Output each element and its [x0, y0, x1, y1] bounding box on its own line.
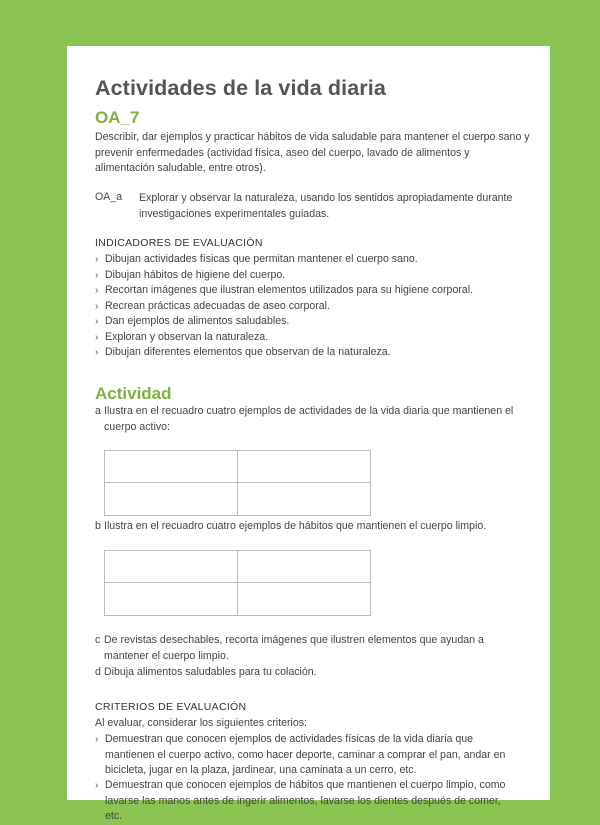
- list-item: [95, 778, 515, 825]
- list-item: › Dan ejemplos de alimentos saludables.: [95, 314, 473, 330]
- chevron-right-icon: ›: [95, 780, 99, 791]
- chevron-right-icon: ›: [95, 269, 99, 281]
- criteria-intro: Al evaluar, considerar los siguientes criterios:: [95, 717, 307, 729]
- drawing-cell[interactable]: [105, 551, 238, 583]
- list-item: › Dibujan diferentes elementos que observan de la naturaleza.: [95, 345, 473, 361]
- activity-item-b: [95, 519, 515, 535]
- criteria-text: Demuestran que conocen ejemplos de actividades físicas de la vida diaria que mantienen el cuerpo activo, como hacer deporte, caminar a comprar el pan, andar en bicicleta, jugar en la plaza, jardinear, una caminata a un cerro, etc.: [105, 733, 506, 776]
- drawing-cell[interactable]: [238, 451, 371, 483]
- chevron-right-icon: ›: [95, 300, 99, 312]
- item-letter: c: [95, 634, 101, 646]
- item-letter: a: [95, 405, 101, 417]
- page-title: Actividades de la vida diaria: [95, 76, 386, 100]
- activity-item-d: [95, 665, 515, 681]
- drawing-cell[interactable]: [105, 583, 238, 615]
- oa-code: OA_7: [95, 108, 140, 127]
- drawing-box-b[interactable]: [104, 550, 371, 616]
- item-text: De revistas desechables, recorta imágenes que ilustren elementos que ayudan a mantener el cuerpo limpio.: [104, 634, 484, 662]
- oa-sub-text: Explorar y observar la naturaleza, usando los sentidos apropiadamente durante investigaciones experimentales guiadas.: [139, 192, 513, 220]
- list-item: › Recrean prácticas adecuadas de aseo corporal.: [95, 299, 473, 315]
- criteria-heading: CRITERIOS DE EVALUACIÓN: [95, 701, 247, 713]
- chevron-right-icon: ›: [95, 316, 99, 327]
- item-text: Ilustra en el recuadro cuatro ejemplos de actividades de la vida diaria que mantienen el cuerpo activo:: [104, 405, 514, 433]
- item-text: Dibuja alimentos saludables para tu colación.: [104, 666, 317, 678]
- criteria-text: Demuestran que conocen ejemplos de hábitos que mantienen el cuerpo limpio, como lavarse las manos antes de ingerir alimentos, lavarse los dientes después de comer, etc.: [105, 779, 506, 822]
- chevron-right-icon: ›: [95, 254, 99, 265]
- drawing-cell[interactable]: [238, 551, 371, 583]
- list-item: › Recortan imágenes que ilustran elementos utilizados para su higiene corporal.: [95, 283, 473, 299]
- drawing-box-a[interactable]: [104, 450, 371, 516]
- item-letter: d: [95, 666, 101, 678]
- item-text: Ilustra en el recuadro cuatro ejemplos de hábitos que mantienen el cuerpo limpio.: [104, 520, 487, 532]
- chevron-right-icon: ›: [95, 347, 99, 358]
- worksheet-page: [67, 46, 550, 822]
- drawing-cell[interactable]: [238, 483, 371, 515]
- list-item: › Dibujan hábitos de higiene del cuerpo.: [95, 268, 473, 284]
- list-item: › Exploran y observan la naturaleza.: [95, 330, 473, 346]
- oa-description: Describir, dar ejemplos y practicar hábitos de vida saludable para mantener el cuerpo sano y prevenir enfermedades (actividad física, aseo del cuerpo, lavado de alimentos y alimentación saludable, entre otros).: [95, 131, 530, 174]
- drawing-cell[interactable]: [105, 451, 238, 483]
- list-item: [95, 732, 515, 779]
- drawing-cell[interactable]: [238, 583, 371, 615]
- indicators-heading: INDICADORES DE EVALUACIÓN: [95, 237, 263, 249]
- activity-item-a: [95, 404, 515, 435]
- chevron-right-icon: ›: [95, 285, 99, 296]
- activity-heading: Actividad: [95, 384, 172, 403]
- oa-sub-code: OA_a: [95, 191, 123, 203]
- chevron-right-icon: ›: [95, 331, 99, 343]
- chevron-right-icon: ›: [95, 734, 99, 745]
- activity-item-c: [95, 633, 515, 664]
- indicators-list: [95, 252, 473, 361]
- list-item: › Dibujan actividades físicas que permitan mantener el cuerpo sano.: [95, 252, 473, 268]
- item-letter: b: [95, 520, 101, 532]
- drawing-cell[interactable]: [105, 483, 238, 515]
